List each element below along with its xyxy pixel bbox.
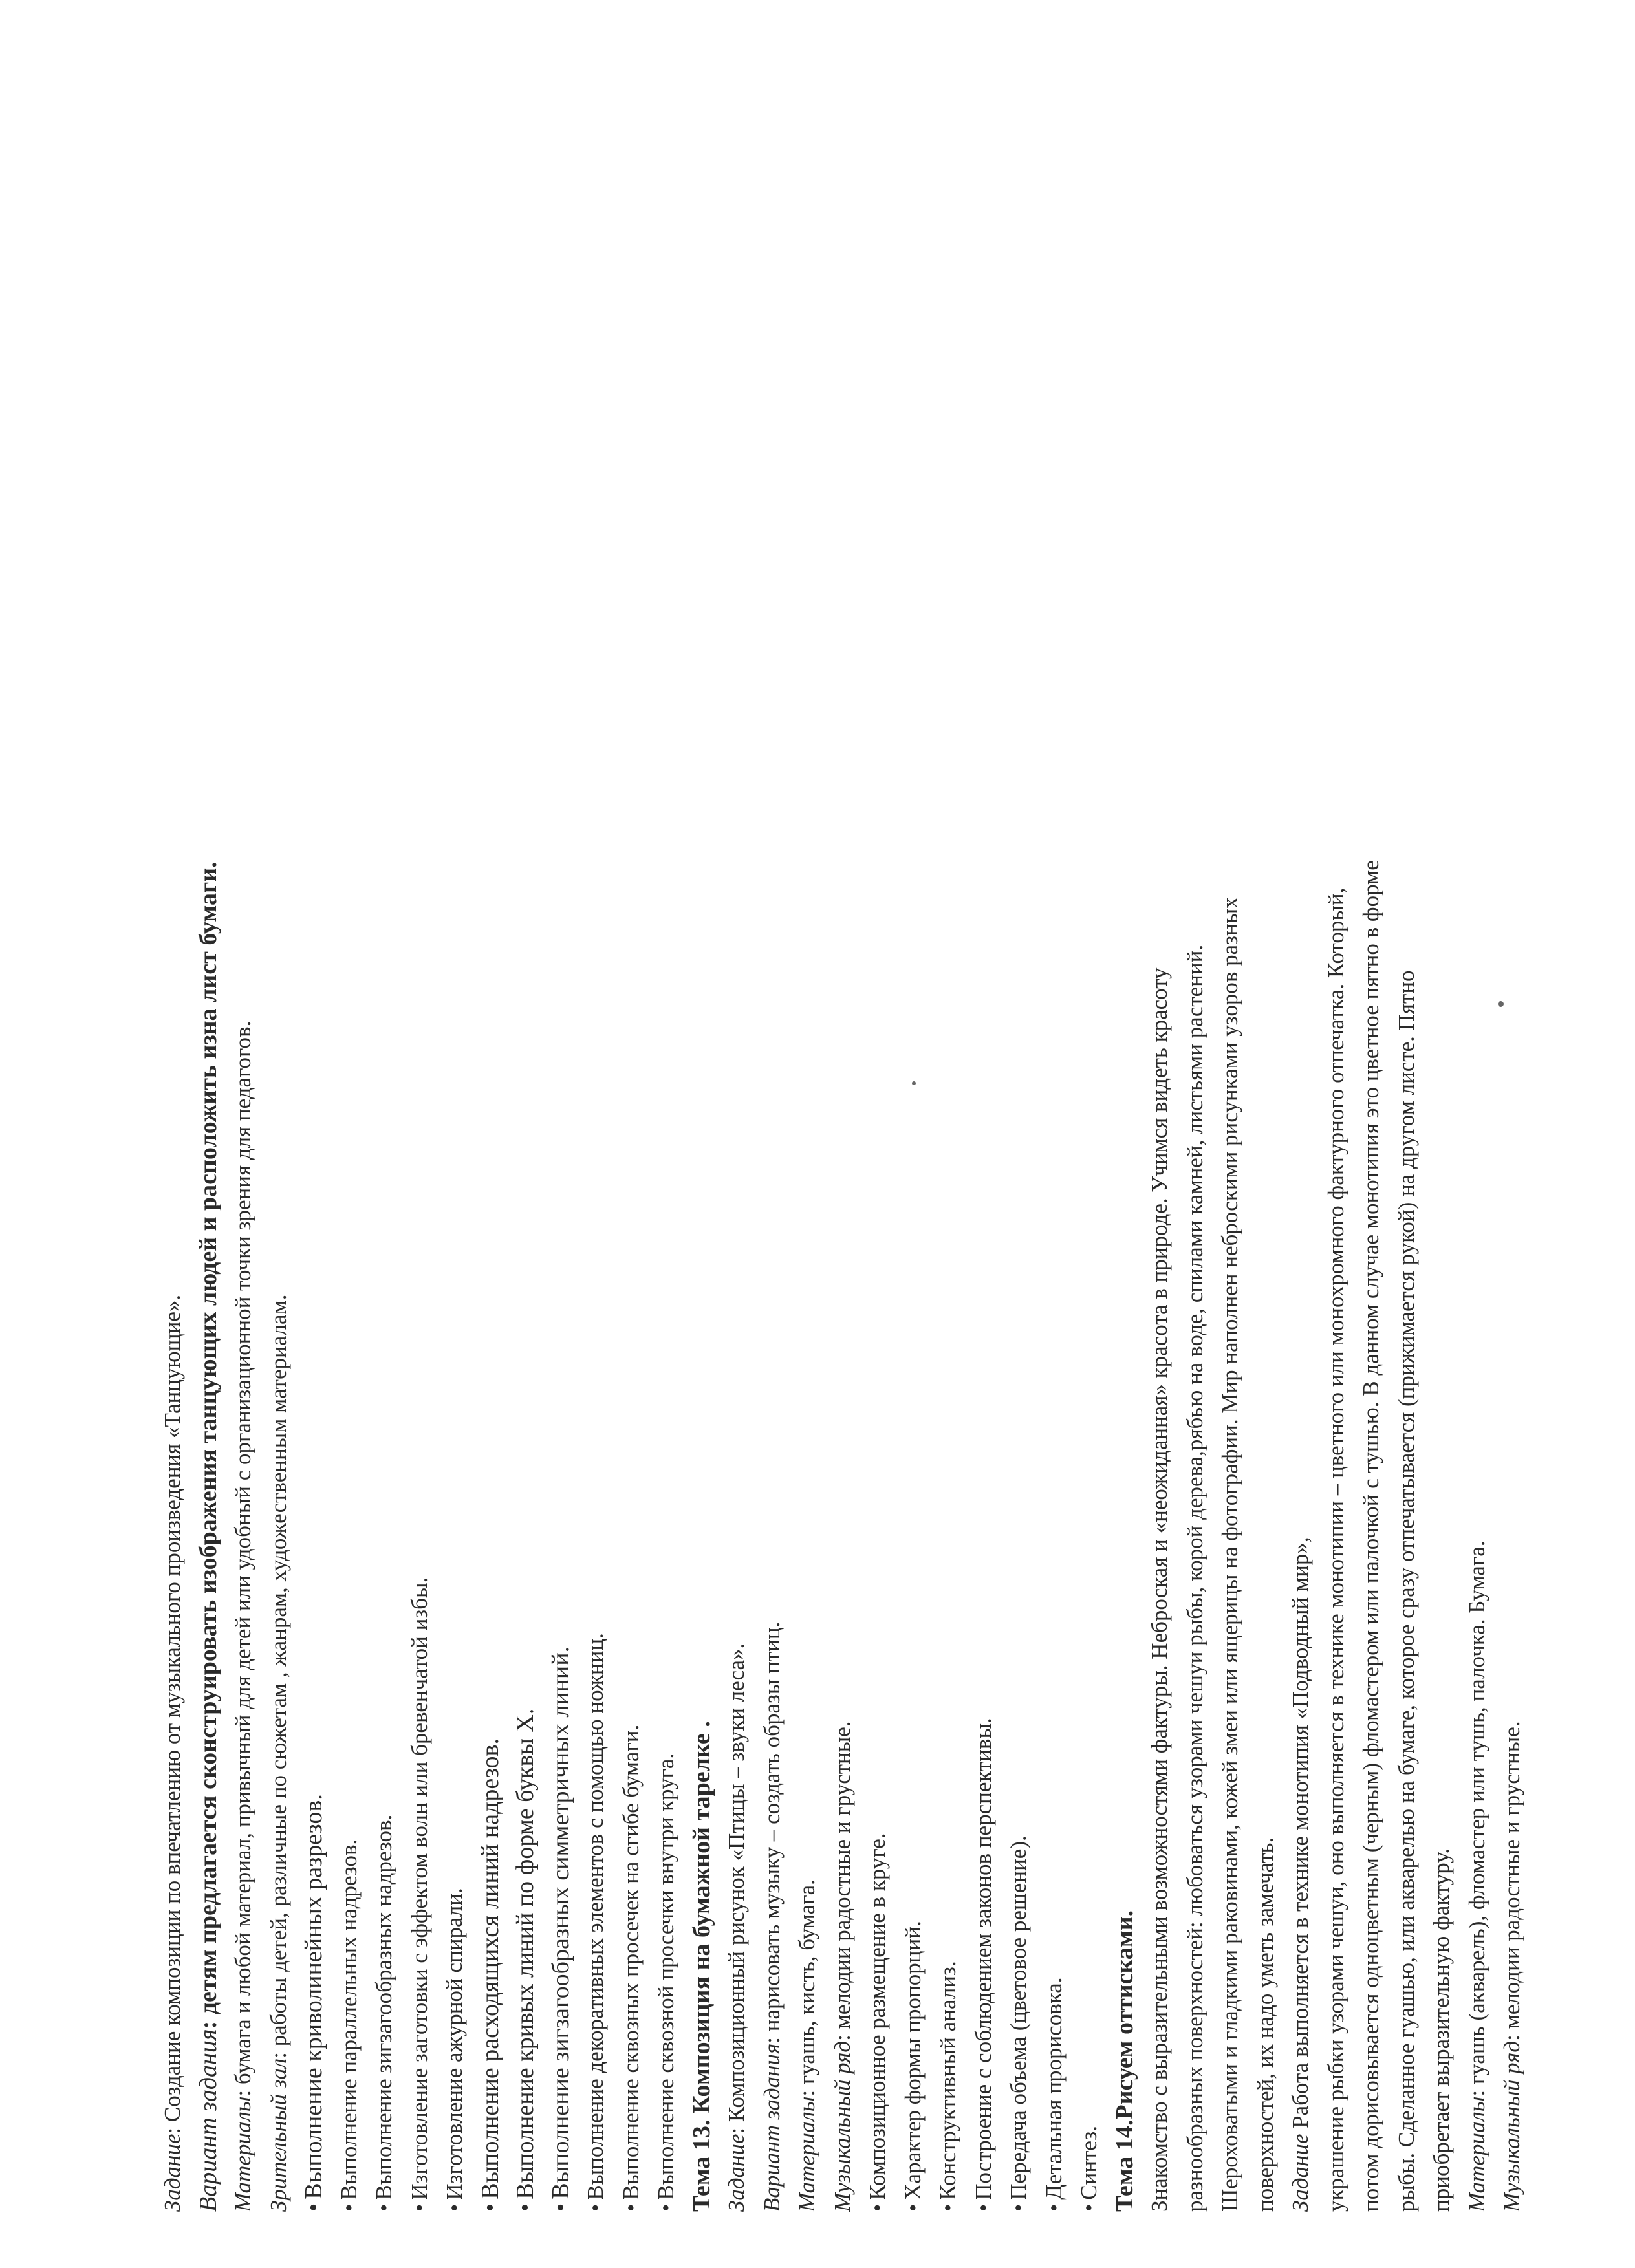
list-item: • Выполнение зигзагообразных надрезов. — [367, 155, 402, 2212]
hall-text: : работы детей, различные по сюжетам , жанрам, художественным материалам. — [265, 1294, 291, 2058]
task-line — [1283, 155, 1319, 2212]
task-label: Задание — [724, 2133, 749, 2212]
materials-line — [226, 155, 261, 2212]
scan-speck — [1498, 1001, 1504, 1007]
materials-line — [1460, 155, 1495, 2212]
task-line — [155, 155, 191, 2212]
variant-text: : детям предлагается сконструировать изображения танцующих людей и расположить изна лист бумаги. — [194, 861, 222, 2029]
hall-label: Зрительный зал — [265, 2058, 291, 2212]
paragraph-line: украшение рыбки узорами чешуи, оно выполняется в технике монотипии – цветного или монохромного фактурного отпечатка. Который, — [1323, 887, 1348, 2212]
materials-label: Материалы — [230, 2096, 255, 2212]
paragraph-line: приобретает выразительную фактуру. — [1429, 1848, 1454, 2212]
list-item: • Выполнение криволинейных разрезов. — [296, 155, 332, 2212]
list-item: • Конструктивный анализ. — [931, 155, 966, 2212]
list-item: • Выполнение расходящихся линий надрезов. — [473, 155, 508, 2212]
music-label: Музыкальный ряд — [1499, 2040, 1524, 2212]
task-line — [719, 155, 755, 2212]
list-item: • Выполнение сквозных просечек на сгибе бумаги. — [614, 155, 649, 2212]
materials-text: : бумага и любой материал, привычный для детей или удобный с организационной точки зрения для педагогов. — [230, 1021, 255, 2097]
task-text: Работа выполняется в технике монотипия «Подводный мир», — [1288, 1537, 1313, 2134]
music-text: : мелодии радостные и грустные. — [829, 1721, 855, 2041]
paragraph-line: рыбы. Сделанное гуашью, или акварелью на бумаге, которое сразу отпечатывается (прижимается рукой) на другом листе. Пятно — [1393, 970, 1419, 2212]
list-item: • Передача объема (цветовое решение). — [1001, 155, 1037, 2212]
materials-text: : гуашь, кисть, бумага. — [794, 1879, 819, 2097]
list-item: • Детальная прорисовка. — [1037, 155, 1072, 2212]
variant-line — [191, 155, 226, 2212]
list-item: • Выполнение зигзагообразных симметричных линий. — [543, 155, 579, 2212]
paragraph-line: потом дорисовывается одноцветным (черным) фломастером или палочкой с тушью. В данном случае монотипия это цветное пятно в форме — [1358, 860, 1383, 2212]
list-item: • Композиционное размещение в круге. — [860, 155, 896, 2212]
document-page — [155, 155, 1635, 2212]
paragraph-line: разнообразных поверхностей: любоваться узорами чешуи рыбы, корой дерева,рябью на воде, спилами камней, листьями растений. — [1182, 944, 1207, 2212]
scan-speck — [912, 1081, 916, 1085]
materials-label: Материалы — [1464, 2096, 1489, 2212]
list-item: • Выполнение сквозной просечки внутри круга. — [649, 155, 684, 2212]
intro-paragraph — [1142, 155, 1283, 2212]
list-item: • Построение с соблюдением законов перспективы. — [966, 155, 1002, 2212]
variant-label: Вариант задания — [194, 2029, 222, 2212]
paragraph-line: поверхностей, их надо уметь замечать. — [1252, 1837, 1278, 2212]
list-item: • Выполнение кривых линий по форме буквы Х. — [508, 155, 543, 2212]
hall-line — [261, 155, 297, 2212]
task-label: Задание — [1288, 2133, 1313, 2212]
music-label: Музыкальный ряд — [829, 2040, 855, 2212]
technique-list — [296, 155, 684, 2212]
music-text: : мелодии радостные и грустные. — [1499, 1721, 1524, 2041]
list-item: • Изготовление заготовки с эффектом волн или бревенчатой избы. — [402, 155, 438, 2212]
task-label: Задание — [160, 2133, 185, 2212]
variant-text: : нарисовать музыку – создать образы птиц. — [759, 1621, 785, 2044]
section-13-title: Тема 13. Композиция на бумажной тарелке . — [688, 1721, 715, 2212]
list-item: • Выполнение параллельных надрезов. — [332, 155, 367, 2212]
music-line — [825, 155, 861, 2212]
task-text: : Создание композиции по впечатлению от музыкального произведения «Танцующие». — [160, 1294, 185, 2134]
list-item: • Изготовление ажурной спирали. — [437, 155, 473, 2212]
music-line — [1495, 155, 1530, 2212]
task-text: : Композиционный рисунок «Птицы – звуки леса». — [724, 1643, 749, 2134]
list-item: • Синтез. — [1072, 155, 1107, 2212]
paragraph-line: Знакомство с выразительными возможностями фактуры. Неброская и «неожиданная» красота в природе. Учимся видеть красоту — [1147, 967, 1172, 2212]
list-item: • Выполнение декоративных элементов с помощью ножниц. — [578, 155, 614, 2212]
variant-label: Вариант задания — [759, 2043, 785, 2212]
stage-list — [860, 155, 1107, 2212]
materials-line — [790, 155, 825, 2212]
task-paragraph — [1319, 155, 1460, 2212]
materials-label: Материалы — [794, 2096, 819, 2212]
list-item: • Характер формы пропорций. — [896, 155, 931, 2212]
materials-text: : гуашь (акварель), фломастер или тушь, палочка. Бумага. — [1464, 1540, 1489, 2097]
section-14-title: Тема 14.Рисуем оттисками. — [1110, 1910, 1138, 2212]
variant-line — [755, 155, 790, 2212]
paragraph-line: Шероховатыми и гладкими раковинами, кожей змеи или ящерицы на фотографии. Мир наполнен неброскими рисунками узоров разных — [1217, 897, 1242, 2212]
